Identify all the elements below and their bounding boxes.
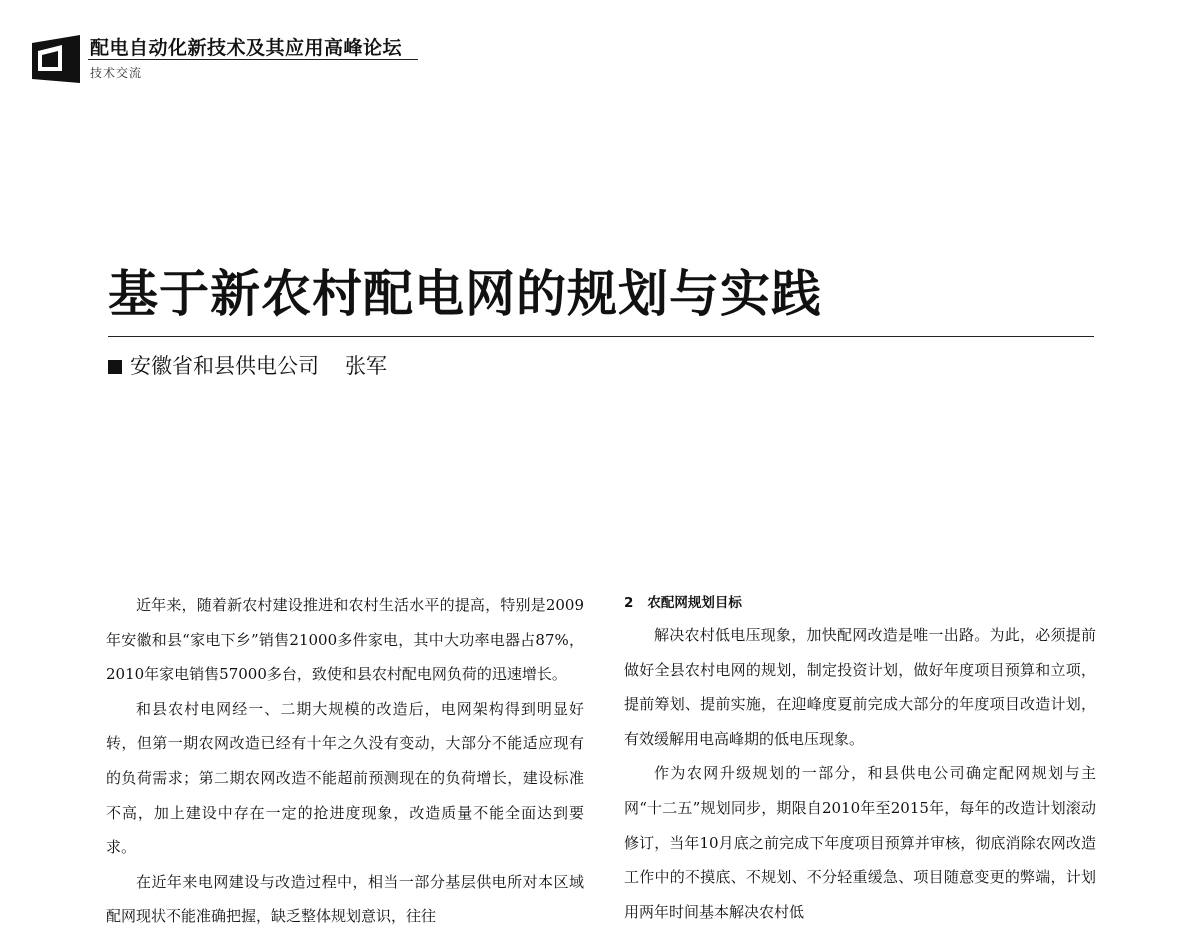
title-rule [108, 336, 1094, 337]
paragraph: 作为农网升级规划的一部分，和县供电公司确定配网规划与主网“十二五”规划同步，期限自2010年至2015年，每年的改造计划滚动修订，当年10月底之前完成下年度项目预算并审核，彻底消除农网改造工作中的不摸底、不规划、不分轻重缓急、项目随意变更的弊端，计划用两年时间基本解决农村低 [624, 764, 1096, 921]
running-header-section: 技术交流 [90, 66, 143, 80]
section-heading [624, 588, 1096, 618]
paragraph: 解决农村低电压现象，加快配网改造是唯一出路。为此，必须提前做好全县农村电网的规划，制定投资计划，做好年度项目预算和立项，提前筹划、提前实施，在迎峰度夏前完成大部分的年度项目改造计划，有效缓解用电高峰期的低电压现象。 [624, 626, 1096, 748]
byline-square-bullet-icon [108, 360, 122, 374]
author-organization: 安徽省和县供电公司 [130, 354, 319, 378]
left-column [106, 588, 584, 934]
paragraph: 近年来，随着新农村建设推进和农村生活水平的提高，特别是2009年安徽和县“家电下乡”销售21000多件家电，其中大功率电器占87%，2010年家电销售57000多台，致使和县农村配电网负荷的迅速增长。 [106, 596, 584, 684]
article-title: 基于新农村配电网的规划与实践 [108, 264, 822, 323]
header-rule [88, 59, 418, 60]
paragraph: 和县农村电网经一、二期大规模的改造后，电网架构得到明显好转，但第一期农网改造已经有十年之久没有变动，大部分不能适应现有的负荷需求；第二期农网改造不能超前预测现在的负荷增长，建设标准不高，加上建设中存在一定的抢进度现象，改造质量不能全面达到要求。 [106, 699, 584, 857]
byline [108, 350, 387, 382]
header-logo-mark [32, 35, 80, 83]
right-column [624, 588, 1096, 929]
paragraph: 在近年来电网建设与改造过程中，相当一部分基层供电所对本区域配网现状不能准确把握，缺乏整体规划意识，往往 [106, 872, 584, 926]
section-number: 2 [624, 595, 634, 611]
section-title: 农配网规划目标 [647, 595, 742, 611]
author-name: 张军 [345, 354, 387, 378]
running-header-title: 配电自动化新技术及其应用高峰论坛 [90, 37, 403, 59]
